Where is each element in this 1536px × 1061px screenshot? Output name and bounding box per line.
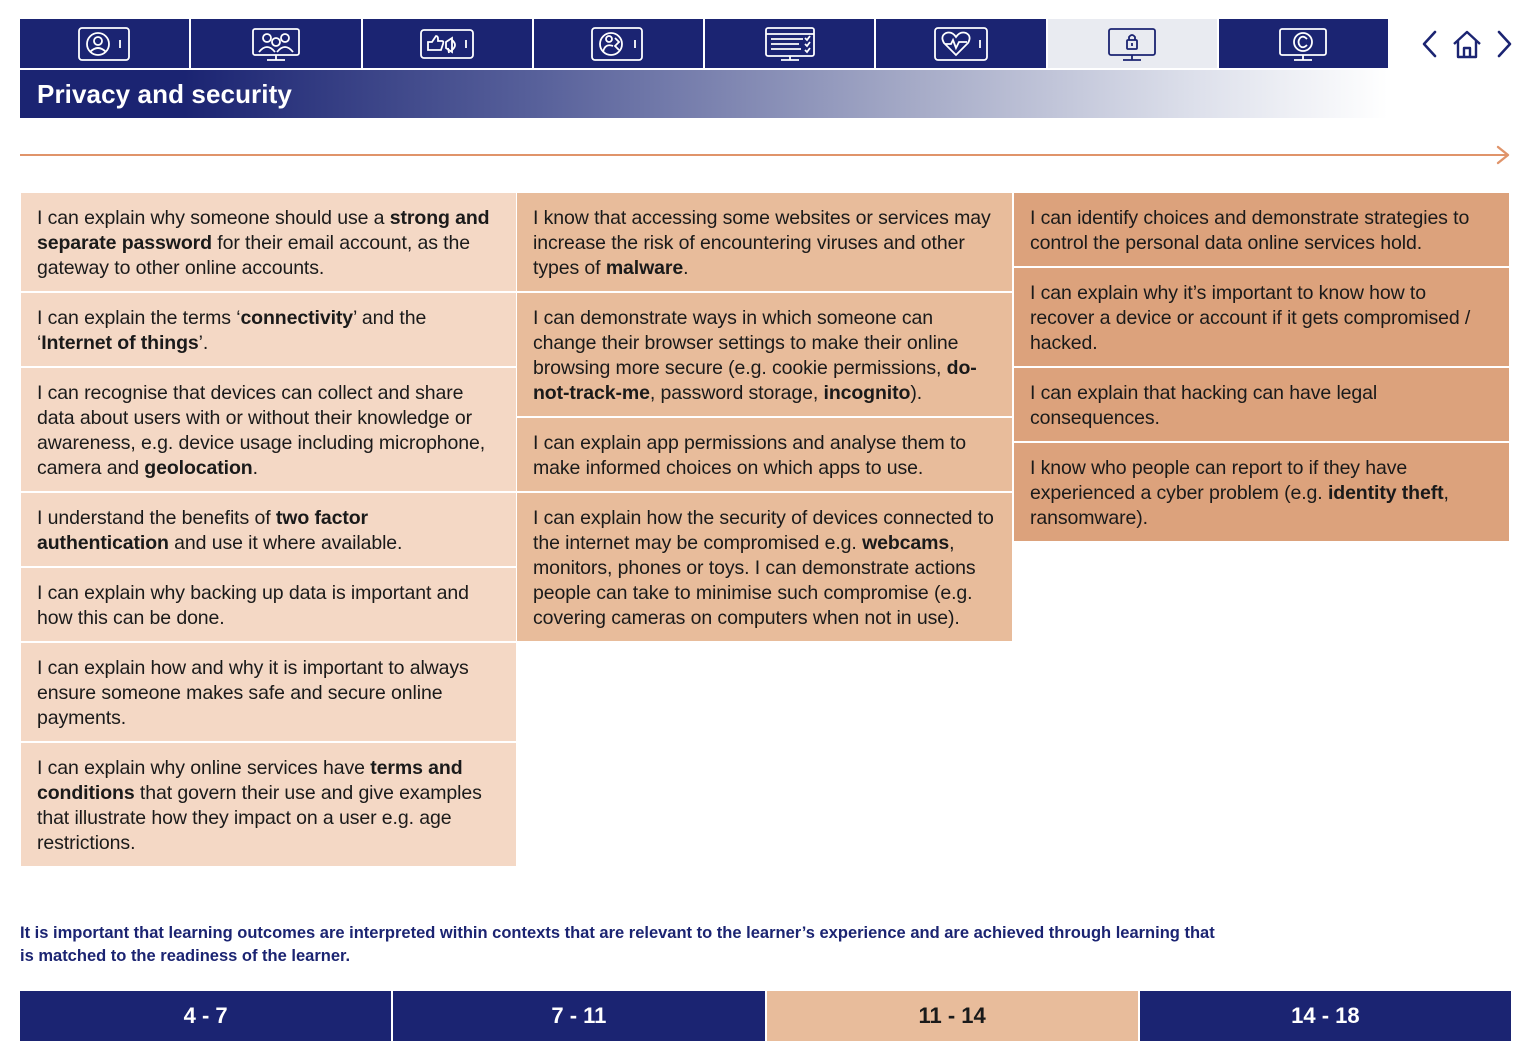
tab-privacy-security[interactable]: [1048, 19, 1219, 68]
tab-copyright-ownership[interactable]: [1219, 19, 1388, 68]
progression-arrow: [20, 143, 1512, 167]
page-title-bar: [20, 70, 1388, 118]
outcome-statement: I understand the benefits of two factor authentication and use it where available.: [21, 493, 516, 568]
self-image-icon: [76, 26, 134, 62]
outcome-statement: I know that accessing some websites or services may increase the risk of encountering viruses and other types of malware.: [517, 193, 1012, 293]
previous-page-button[interactable]: [1414, 24, 1446, 64]
chevron-left-icon: [1415, 26, 1445, 62]
outcome-statement: I can explain the terms ‘connectivity’ and the ‘Internet of things’.: [21, 293, 516, 368]
outcome-statement: I can explain why it’s important to know how to recover a device or account if it gets compromised / hacked.: [1014, 268, 1509, 368]
age-tab-14-18[interactable]: 14 - 18: [1140, 991, 1511, 1041]
outcome-statement: I can identify choices and demonstrate strategies to control the personal data online services hold.: [1014, 193, 1509, 268]
learning-outcomes-note: It is important that learning outcomes are interpreted within contexts that are relevant to the learner’s experience and are achieved through learning that is matched to the readiness of the learner.: [20, 924, 1215, 965]
tab-online-relationships[interactable]: [191, 19, 362, 68]
outcome-statement: I can recognise that devices can collect and share data about users with or without their knowledge or awareness, e.g. device usage including microphone, camera and geolocation.: [21, 368, 516, 493]
topic-tab-bar: [20, 19, 1388, 68]
outcome-statement: I know who people can report to if they have experienced a cyber problem (e.g. identity theft, ransomware).: [1014, 443, 1509, 543]
outcome-statement: I can explain why backing up data is important and how this can be done.: [21, 568, 516, 643]
tab-online-reputation[interactable]: [363, 19, 534, 68]
age-band-tabs: [20, 991, 1511, 1041]
outcome-statement: I can explain how the security of devices connected to the internet may be compromised e.g. webcams, monitors, phones or toys. I can demonstrate actions people can take to minimise such compromise (e.g. covering cameras on computers when not in use).: [517, 493, 1012, 643]
home-button[interactable]: [1451, 24, 1483, 64]
next-page-button[interactable]: [1488, 24, 1520, 64]
online-bullying-icon: [589, 26, 647, 62]
privacy-security-icon: [1103, 26, 1161, 62]
copyright-ownership-icon: [1274, 26, 1332, 62]
home-icon: [1452, 26, 1482, 62]
online-relationships-icon: [247, 26, 305, 62]
outcomes-column-3: [1014, 193, 1509, 543]
outcome-statement: I can explain why someone should use a strong and separate password for their email account, as the gateway to other online accounts.: [21, 193, 516, 293]
tab-self-image[interactable]: [20, 19, 191, 68]
tab-health-wellbeing[interactable]: [876, 19, 1047, 68]
managing-information-icon: [761, 26, 819, 62]
outcome-statement: I can demonstrate ways in which someone can change their browser settings to make their online browsing more secure (e.g. cookie permissions, do-not-track-me, password storage, incognito).: [517, 293, 1012, 418]
health-wellbeing-icon: [932, 26, 990, 62]
outcome-statement: I can explain how and why it is important to always ensure someone makes safe and secure online payments.: [21, 643, 516, 743]
tab-online-bullying[interactable]: [534, 19, 705, 68]
outcome-statement: I can explain that hacking can have legal consequences.: [1014, 368, 1509, 443]
outcomes-column-1: [21, 193, 516, 868]
age-tab-11-14[interactable]: 11 - 14: [767, 991, 1140, 1041]
outcome-statement: I can explain why online services have terms and conditions that govern their use and give examples that illustrate how they impact on a user e.g. age restrictions.: [21, 743, 516, 868]
tab-managing-information[interactable]: [705, 19, 876, 68]
page-title: Privacy and security: [37, 78, 292, 109]
age-tab-7-11[interactable]: 7 - 11: [393, 991, 766, 1041]
outcomes-column-2: [517, 193, 1012, 643]
outcome-statement: I can explain app permissions and analyse them to make informed choices on which apps to use.: [517, 418, 1012, 493]
chevron-right-icon: [1489, 26, 1519, 62]
age-tab-4-7[interactable]: 4 - 7: [20, 991, 393, 1041]
page-navigation: [1414, 24, 1520, 64]
online-reputation-icon: [418, 26, 476, 62]
